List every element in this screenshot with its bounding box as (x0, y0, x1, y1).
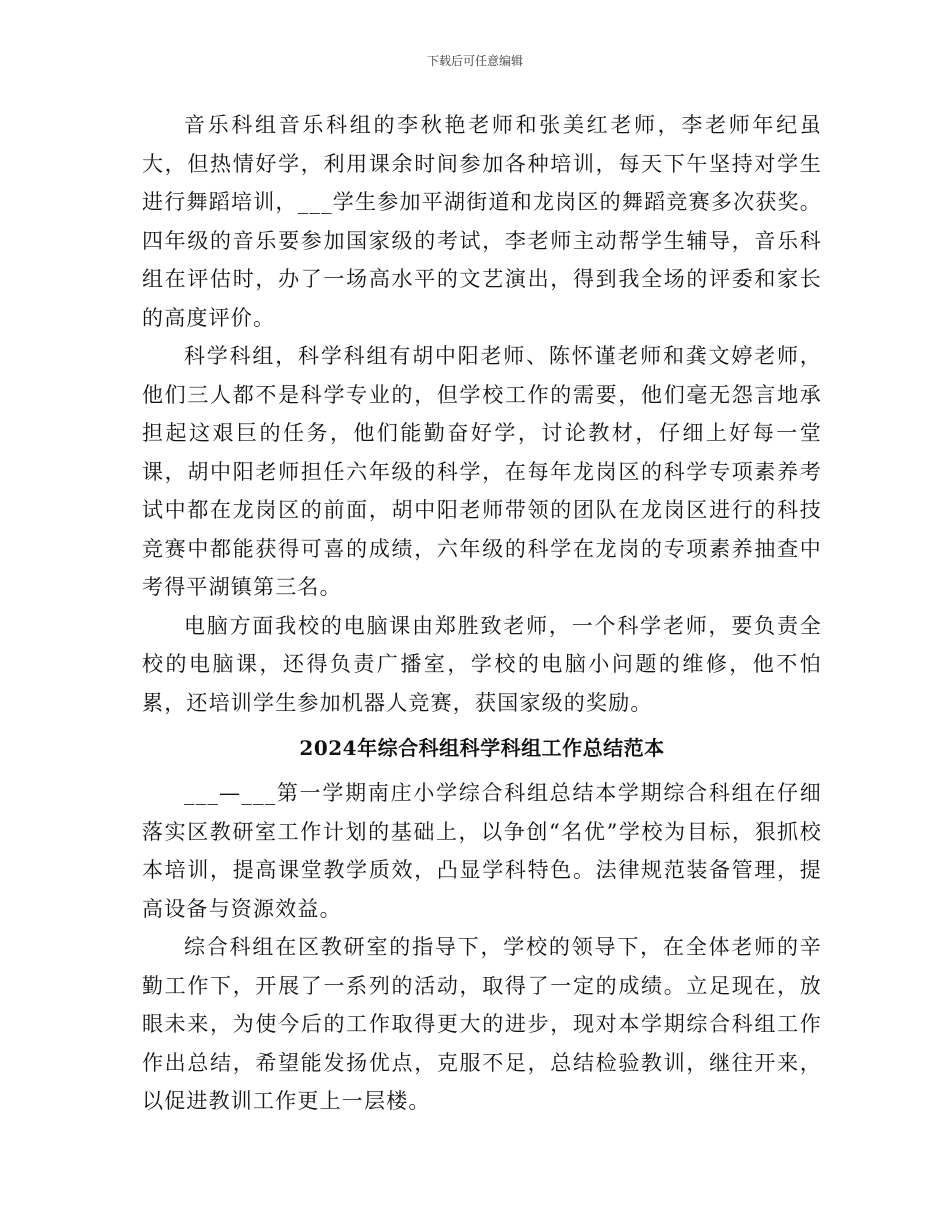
section-title: 2024年综合科组科学科组工作总结范本 (299, 736, 665, 760)
page-header: 下载后可任意编辑 (426, 54, 523, 68)
paragraph-semester-intro: ___—___第一学期南庄小学综合科组总结本学期综合科组在仔细落实区教研室工作计划的基础上，以争创“名优”学校为目标，狠抓校本培训，提高课堂教学质效，凸显学科特色。法律规范装备管理，提高设备与资源效益。 (142, 781, 822, 921)
paragraph-science-group: 科学科组，科学科组有胡中阳老师、陈怀谨老师和龚文婷老师，他们三人都不是科学专业的，但学校工作的需要，他们毫无怨言地承担起这艰巨的任务，他们能勤奋好学，讨论教材，仔细上好每一堂课，胡中阳老师担任六年级的科学，在每年龙岗区的科学专项素养考试中都在龙岗区的前面，胡中阳老师带领的团队在龙岗区进行的科技竞赛中都能获得可喜的成绩，六年级的科学在龙岗的专项素养抽查中考得平湖镇第三名。 (142, 344, 822, 599)
paragraph-summary: 综合科组在区教研室的指导下，学校的领导下，在全体老师的辛勤工作下，开展了一系列的活动，取得了一定的成绩。立足现在，放眼未来，为使今后的工作取得更大的进步，现对本学期综合科组工作作出总结，希望能发扬优点，克服不足，总结检验教训，继往开来，以促进教训工作更上一层楼。 (142, 935, 822, 1113)
paragraph-music-group: 音乐科组音乐科组的李秋艳老师和张美红老师，李老师年纪虽大，但热情好学，利用课余时间参加各种培训，每天下午坚持对学生进行舞蹈培训，___学生参加平湖街道和龙岗区的舞蹈竞赛多次获奖。四年级的音乐要参加国家级的考试，李老师主动帮学生辅导，音乐科组在评估时，办了一场高水平的文艺演出，得到我全场的评委和家长的高度评价。 (142, 113, 822, 330)
paragraph-computer: 电脑方面我校的电脑课由郑胜致老师，一个科学老师，要负责全校的电脑课，还得负责广播室，学校的电脑小问题的维修，他不怕累，还培训学生参加机器人竞赛，获国家级的奖励。 (142, 613, 822, 715)
document-body (142, 106, 822, 1121)
